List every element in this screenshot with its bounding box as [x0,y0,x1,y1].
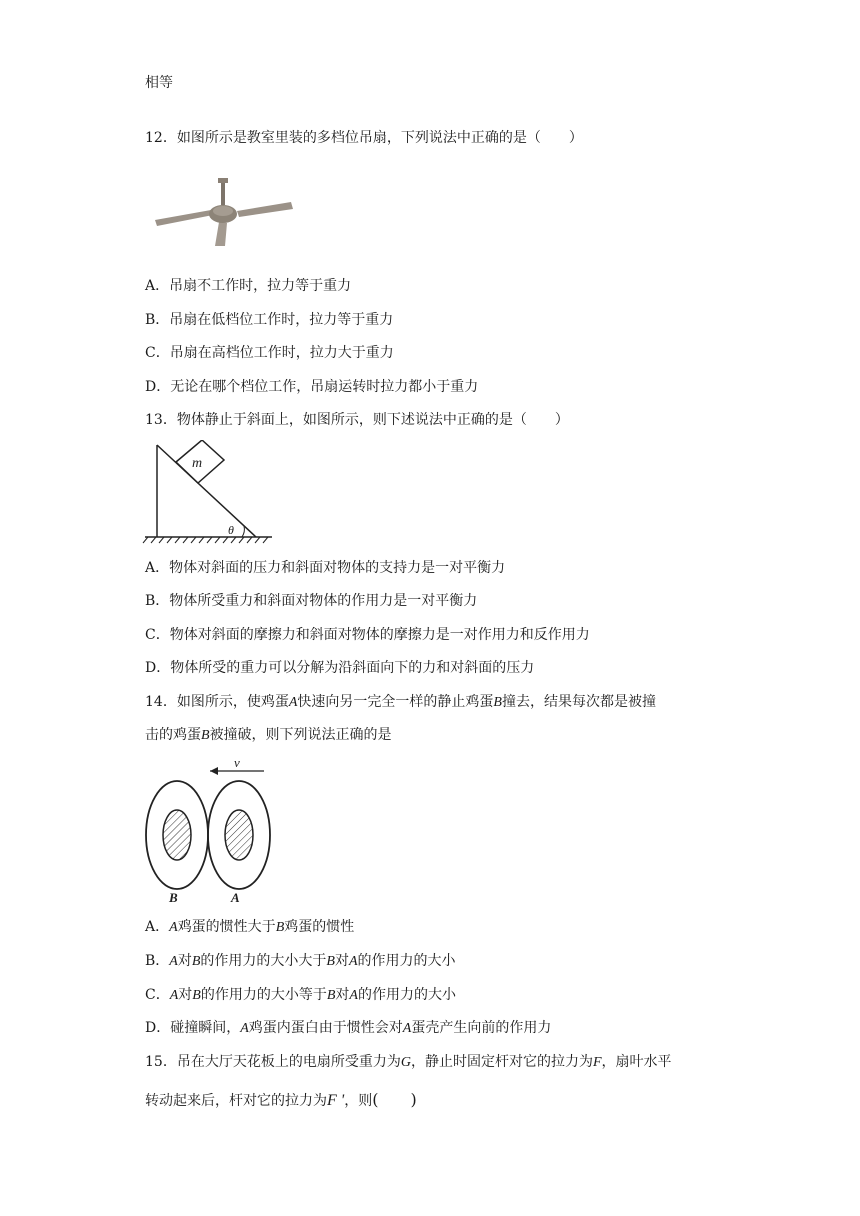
q13-option-c: C．物体对斜面的摩擦力和斜面对物体的摩擦力是一对作用力和反作用力 [145,627,590,643]
q12-stem: 12．如图所示是教室里装的多档位吊扇，下列说法中正确的是（ ） [145,130,583,146]
option-text: B． [145,953,170,969]
ceiling-fan-figure [155,178,297,246]
q14-option-b [145,951,456,972]
q14-stem-line2 [145,725,392,746]
continued-text: 相等 [145,75,173,91]
q12-option-a: A．吊扇不工作时，拉力等于重力 [145,278,352,294]
option-var: A [169,920,178,935]
q14-text: 击的鸡蛋 [145,727,201,743]
q14-var: A [288,695,298,710]
q14-var: B [201,728,210,743]
option-text: 对 [178,987,193,1003]
q14-option-d [145,1018,551,1039]
q13-option-a: A．物体对斜面的压力和斜面对物体的支持力是一对平衡力 [145,560,506,576]
q12-option-d: D．无论在哪个档位工作，吊扇运转时拉力都小于重力 [145,379,479,395]
option-text: A． [145,919,170,935]
velocity-label: v [234,755,240,770]
mass-label: m [192,456,203,471]
option-text: 鸡蛋的惯性 [284,919,355,935]
q15-text: ，静止时固定杆对它的拉力为 [410,1054,593,1070]
q14-var: B [493,695,502,710]
option-text: 鸡蛋的惯性大于 [177,919,276,935]
option-var: B [326,988,336,1003]
option-text: D．碰撞瞬间， [145,1020,241,1036]
option-text: 的作用力的大小大于 [200,953,327,969]
q15-stem-line1 [145,1052,672,1073]
eggs-figure [142,755,278,905]
q15-text: 转动起来后，杆对它的拉力为 [145,1093,327,1109]
option-var: A [169,954,178,969]
egg-a-label: A [231,890,240,905]
option-var: B [191,954,201,969]
arrow-left-icon [210,767,218,775]
q14-option-a [145,917,354,938]
option-var: A [348,954,358,969]
option-text: 对 [177,953,192,969]
q12-option-c: C．吊扇在高档位工作时，拉力大于重力 [145,345,394,361]
q14-option-c [145,985,456,1006]
option-var: A [349,988,358,1003]
incline-figure [140,440,275,545]
q15-var: G [400,1055,411,1070]
q15-answer-paren: ( ) [372,1090,417,1109]
q15-var: F [592,1055,602,1070]
q15-text: ，扇叶水平 [601,1054,672,1070]
option-text: 对 [335,987,350,1003]
q13-option-b: B．物体所受重力和斜面对物体的作用力是一对平衡力 [145,593,478,609]
q14-text: 14．如图所示，使鸡蛋 [145,694,289,710]
option-text: 鸡蛋内蛋白由于惯性会对 [248,1020,403,1036]
option-text: 对 [334,953,349,969]
q14-text: 撞去，结果每次都是被撞 [501,694,656,710]
option-var: B [192,988,201,1003]
option-var: B [326,954,335,969]
q14-stem-line1 [145,692,656,713]
q13-option-d: D．物体所受的重力可以分解为沿斜面向下的力和对斜面的压力 [145,660,535,676]
q15-var: F ' [327,1092,345,1109]
option-var: A [402,1021,412,1036]
option-text: 的作用力的大小 [357,953,456,969]
option-text: 蛋壳产生向前的作用力 [411,1020,552,1036]
q14-text: 被撞破，则下列说法正确的是 [209,727,392,743]
option-var: A [240,1021,249,1036]
option-var: A [169,988,179,1003]
q14-text: 快速向另一完全一样的静止鸡蛋 [297,694,494,710]
q15-text: 15．吊在大厅天花板上的电扇所受重力为 [145,1054,401,1070]
option-var: B [275,920,285,935]
option-text: 的作用力的大小 [357,987,456,1003]
q13-stem: 13．物体静止于斜面上，如图所示，则下述说法中正确的是（ ） [145,412,569,428]
angle-label: θ [228,523,234,537]
egg-b-label: B [169,890,178,905]
option-text: 的作用力的大小等于 [200,987,327,1003]
option-text: C． [145,987,170,1003]
q12-option-b: B．吊扇在低档位工作时，拉力等于重力 [145,312,394,328]
q15-text: ，则 [344,1093,373,1109]
q15-stem-line2 [145,1090,417,1111]
